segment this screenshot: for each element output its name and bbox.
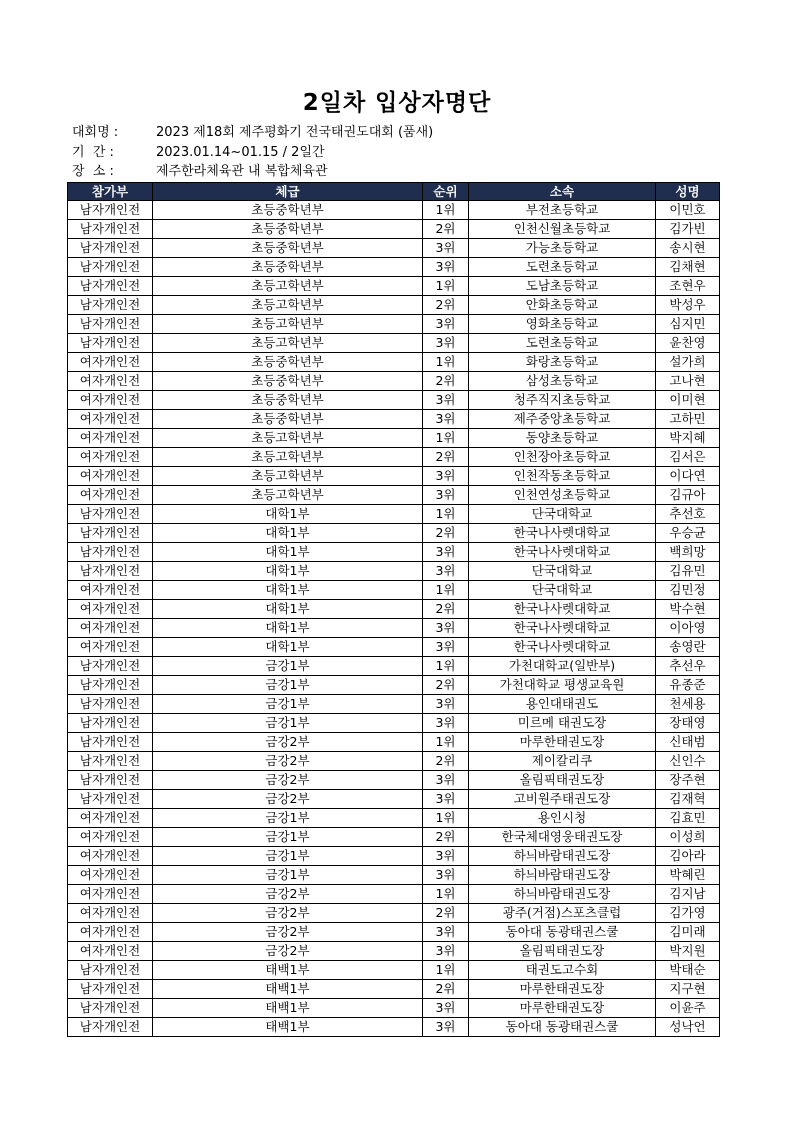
table-row — [68, 714, 720, 733]
cell-class: 초등고학년부 — [153, 448, 423, 467]
cell-affiliation: 가천대학교(일반부) — [469, 657, 656, 676]
cell-name: 조현우 — [656, 277, 720, 296]
cell-rank: 3위 — [423, 999, 469, 1018]
cell-division: 남자개인전 — [68, 562, 153, 581]
table-row — [68, 1018, 720, 1037]
cell-rank: 1위 — [423, 657, 469, 676]
cell-name: 박혜린 — [656, 866, 720, 885]
table-row — [68, 657, 720, 676]
cell-class: 금강1부 — [153, 828, 423, 847]
cell-name: 박성우 — [656, 296, 720, 315]
cell-division: 남자개인전 — [68, 505, 153, 524]
header-division: 참가부 — [68, 183, 153, 201]
cell-class: 초등중학년부 — [153, 372, 423, 391]
results-body — [68, 201, 720, 1037]
cell-name: 윤찬영 — [656, 334, 720, 353]
cell-division: 남자개인전 — [68, 201, 153, 220]
table-row — [68, 581, 720, 600]
cell-class: 초등고학년부 — [153, 486, 423, 505]
table-row — [68, 562, 720, 581]
table-row — [68, 353, 720, 372]
cell-rank: 2위 — [423, 524, 469, 543]
cell-class: 금강2부 — [153, 942, 423, 961]
cell-affiliation: 하늬바람태권도장 — [469, 866, 656, 885]
cell-class: 대학1부 — [153, 619, 423, 638]
cell-rank: 3위 — [423, 543, 469, 562]
cell-name: 김효민 — [656, 809, 720, 828]
cell-affiliation: 고비원주태권도장 — [469, 790, 656, 809]
cell-class: 금강1부 — [153, 809, 423, 828]
cell-affiliation: 용인대태권도 — [469, 695, 656, 714]
cell-affiliation: 하늬바람태권도장 — [469, 847, 656, 866]
cell-class: 대학1부 — [153, 600, 423, 619]
info-value: 2023.01.14~01.15 / 2일간 — [156, 145, 325, 160]
cell-name: 김채현 — [656, 258, 720, 277]
cell-division: 여자개인전 — [68, 809, 153, 828]
cell-rank: 1위 — [423, 885, 469, 904]
cell-affiliation: 청주직지초등학교 — [469, 391, 656, 410]
cell-division: 남자개인전 — [68, 315, 153, 334]
cell-class: 금강2부 — [153, 923, 423, 942]
cell-rank: 3위 — [423, 942, 469, 961]
cell-rank: 3위 — [423, 258, 469, 277]
header-affiliation: 소속 — [469, 183, 656, 201]
table-row — [68, 771, 720, 790]
cell-name: 김아라 — [656, 847, 720, 866]
cell-rank: 3위 — [423, 334, 469, 353]
table-row — [68, 220, 720, 239]
cell-affiliation: 한국나사렛대학교 — [469, 638, 656, 657]
cell-division: 남자개인전 — [68, 239, 153, 258]
cell-division: 여자개인전 — [68, 353, 153, 372]
cell-class: 초등고학년부 — [153, 315, 423, 334]
cell-rank: 3위 — [423, 239, 469, 258]
header-rank: 순위 — [423, 183, 469, 201]
cell-name: 장주현 — [656, 771, 720, 790]
cell-class: 초등중학년부 — [153, 201, 423, 220]
cell-affiliation: 광주(거점)스포츠클럽 — [469, 904, 656, 923]
info-value: 제주한라체육관 내 복합체육관 — [156, 164, 328, 179]
cell-affiliation: 가능초등학교 — [469, 239, 656, 258]
cell-rank: 3위 — [423, 790, 469, 809]
table-row — [68, 904, 720, 923]
info-period — [72, 144, 325, 162]
table-row — [68, 999, 720, 1018]
table-row — [68, 942, 720, 961]
cell-division: 남자개인전 — [68, 695, 153, 714]
cell-division: 남자개인전 — [68, 1018, 153, 1037]
cell-name: 추선우 — [656, 657, 720, 676]
cell-class: 금강1부 — [153, 714, 423, 733]
table-row — [68, 600, 720, 619]
cell-class: 초등고학년부 — [153, 467, 423, 486]
cell-division: 여자개인전 — [68, 486, 153, 505]
cell-division: 여자개인전 — [68, 372, 153, 391]
cell-rank: 1위 — [423, 429, 469, 448]
page-title: 2일차 입상자명단 — [302, 90, 492, 116]
cell-rank: 3위 — [423, 714, 469, 733]
cell-class: 금강1부 — [153, 695, 423, 714]
cell-name: 김규아 — [656, 486, 720, 505]
cell-name: 고나현 — [656, 372, 720, 391]
cell-affiliation: 도련초등학교 — [469, 334, 656, 353]
cell-class: 초등중학년부 — [153, 353, 423, 372]
cell-division: 남자개인전 — [68, 771, 153, 790]
table-row — [68, 505, 720, 524]
table-row — [68, 486, 720, 505]
cell-rank: 3위 — [423, 467, 469, 486]
cell-class: 태백1부 — [153, 1018, 423, 1037]
cell-rank: 2위 — [423, 828, 469, 847]
cell-division: 여자개인전 — [68, 847, 153, 866]
table-row — [68, 467, 720, 486]
cell-name: 이미현 — [656, 391, 720, 410]
table-row — [68, 448, 720, 467]
cell-rank: 3위 — [423, 410, 469, 429]
cell-name: 추선호 — [656, 505, 720, 524]
cell-division: 여자개인전 — [68, 904, 153, 923]
table-row — [68, 676, 720, 695]
cell-affiliation: 한국나사렛대학교 — [469, 543, 656, 562]
cell-division: 남자개인전 — [68, 334, 153, 353]
cell-rank: 3위 — [423, 391, 469, 410]
cell-name: 백희망 — [656, 543, 720, 562]
cell-name: 설가희 — [656, 353, 720, 372]
cell-rank: 2위 — [423, 220, 469, 239]
cell-division: 여자개인전 — [68, 467, 153, 486]
cell-division: 남자개인전 — [68, 752, 153, 771]
cell-division: 여자개인전 — [68, 942, 153, 961]
cell-class: 대학1부 — [153, 524, 423, 543]
cell-division: 여자개인전 — [68, 923, 153, 942]
cell-rank: 2위 — [423, 752, 469, 771]
cell-affiliation: 동아대 동광태권스쿨 — [469, 923, 656, 942]
cell-class: 초등중학년부 — [153, 239, 423, 258]
cell-affiliation: 마루한태권도장 — [469, 999, 656, 1018]
cell-division: 여자개인전 — [68, 448, 153, 467]
cell-division: 남자개인전 — [68, 220, 153, 239]
table-row — [68, 980, 720, 999]
cell-division: 여자개인전 — [68, 638, 153, 657]
cell-rank: 1위 — [423, 201, 469, 220]
cell-rank: 2위 — [423, 600, 469, 619]
cell-affiliation: 영화초등학교 — [469, 315, 656, 334]
cell-rank: 2위 — [423, 904, 469, 923]
cell-division: 남자개인전 — [68, 524, 153, 543]
table-row — [68, 296, 720, 315]
cell-affiliation: 도남초등학교 — [469, 277, 656, 296]
cell-name: 이성희 — [656, 828, 720, 847]
cell-name: 박지원 — [656, 942, 720, 961]
cell-rank: 1위 — [423, 961, 469, 980]
cell-rank: 2위 — [423, 676, 469, 695]
cell-affiliation: 미르메 태권도장 — [469, 714, 656, 733]
table-row — [68, 372, 720, 391]
cell-class: 대학1부 — [153, 543, 423, 562]
cell-affiliation: 부전초등학교 — [469, 201, 656, 220]
cell-name: 김서은 — [656, 448, 720, 467]
cell-class: 대학1부 — [153, 638, 423, 657]
cell-division: 남자개인전 — [68, 790, 153, 809]
cell-class: 금강1부 — [153, 866, 423, 885]
cell-affiliation: 인천장아초등학교 — [469, 448, 656, 467]
table-row — [68, 239, 720, 258]
cell-name: 박수현 — [656, 600, 720, 619]
cell-rank: 1위 — [423, 733, 469, 752]
cell-affiliation: 단국대학교 — [469, 505, 656, 524]
cell-division: 남자개인전 — [68, 733, 153, 752]
cell-rank: 3위 — [423, 619, 469, 638]
cell-name: 이민호 — [656, 201, 720, 220]
cell-class: 대학1부 — [153, 581, 423, 600]
table-row — [68, 429, 720, 448]
table-row — [68, 543, 720, 562]
cell-division: 여자개인전 — [68, 600, 153, 619]
cell-class: 초등중학년부 — [153, 410, 423, 429]
cell-affiliation: 동양초등학교 — [469, 429, 656, 448]
cell-name: 박지혜 — [656, 429, 720, 448]
cell-affiliation: 한국나사렛대학교 — [469, 524, 656, 543]
cell-rank: 3위 — [423, 847, 469, 866]
table-row — [68, 752, 720, 771]
table-row — [68, 619, 720, 638]
info-value: 2023 제18회 제주평화기 전국태권도대회 (품새) — [156, 125, 434, 140]
table-row — [68, 391, 720, 410]
cell-affiliation: 가천대학교 평생교육원 — [469, 676, 656, 695]
cell-class: 대학1부 — [153, 505, 423, 524]
cell-affiliation: 한국나사렛대학교 — [469, 619, 656, 638]
cell-rank: 3위 — [423, 315, 469, 334]
cell-rank: 3위 — [423, 486, 469, 505]
cell-name: 성낙언 — [656, 1018, 720, 1037]
table-row — [68, 885, 720, 904]
cell-affiliation: 동아대 동광태권스쿨 — [469, 1018, 656, 1037]
cell-division: 남자개인전 — [68, 543, 153, 562]
cell-class: 금강2부 — [153, 752, 423, 771]
cell-rank: 1위 — [423, 277, 469, 296]
cell-class: 태백1부 — [153, 980, 423, 999]
cell-class: 초등고학년부 — [153, 334, 423, 353]
table-row — [68, 790, 720, 809]
cell-name: 김가빈 — [656, 220, 720, 239]
cell-class: 초등고학년부 — [153, 429, 423, 448]
cell-name: 장태영 — [656, 714, 720, 733]
cell-affiliation: 마루한태권도장 — [469, 733, 656, 752]
cell-name: 천세용 — [656, 695, 720, 714]
cell-class: 대학1부 — [153, 562, 423, 581]
cell-affiliation: 인천신월초등학교 — [469, 220, 656, 239]
cell-class: 태백1부 — [153, 961, 423, 980]
cell-rank: 3위 — [423, 562, 469, 581]
table-row — [68, 847, 720, 866]
info-label: 기 간 : — [72, 145, 114, 160]
cell-class: 금강2부 — [153, 885, 423, 904]
cell-affiliation: 마루한태권도장 — [469, 980, 656, 999]
cell-class: 태백1부 — [153, 999, 423, 1018]
table-row — [68, 809, 720, 828]
cell-class: 초등고학년부 — [153, 296, 423, 315]
table-row — [68, 923, 720, 942]
cell-class: 초등고학년부 — [153, 277, 423, 296]
cell-division: 여자개인전 — [68, 866, 153, 885]
cell-rank: 3위 — [423, 866, 469, 885]
cell-class: 금강1부 — [153, 676, 423, 695]
cell-name: 김미래 — [656, 923, 720, 942]
table-row — [68, 524, 720, 543]
cell-name: 이윤주 — [656, 999, 720, 1018]
cell-affiliation: 도련초등학교 — [469, 258, 656, 277]
table-row — [68, 695, 720, 714]
info-label: 대회명 : — [72, 125, 119, 140]
info-venue — [72, 163, 328, 181]
cell-affiliation: 한국체대영웅태권도장 — [469, 828, 656, 847]
cell-name: 우승균 — [656, 524, 720, 543]
cell-rank: 1위 — [423, 505, 469, 524]
cell-class: 금강1부 — [153, 847, 423, 866]
cell-affiliation: 하늬바람태권도장 — [469, 885, 656, 904]
cell-name: 이다연 — [656, 467, 720, 486]
cell-name: 송시현 — [656, 239, 720, 258]
cell-division: 남자개인전 — [68, 277, 153, 296]
cell-affiliation: 인천연성초등학교 — [469, 486, 656, 505]
cell-rank: 2위 — [423, 980, 469, 999]
cell-affiliation: 삼성초등학교 — [469, 372, 656, 391]
header-name: 성명 — [656, 183, 720, 201]
cell-affiliation: 올림픽태권도장 — [469, 942, 656, 961]
cell-affiliation: 단국대학교 — [469, 581, 656, 600]
cell-affiliation: 태권도고수회 — [469, 961, 656, 980]
cell-affiliation: 인천작동초등학교 — [469, 467, 656, 486]
cell-division: 여자개인전 — [68, 581, 153, 600]
cell-rank: 3위 — [423, 638, 469, 657]
cell-rank: 3위 — [423, 771, 469, 790]
cell-name: 신인수 — [656, 752, 720, 771]
cell-name: 김민정 — [656, 581, 720, 600]
cell-rank: 2위 — [423, 372, 469, 391]
cell-affiliation: 안화초등학교 — [469, 296, 656, 315]
table-row — [68, 334, 720, 353]
cell-affiliation: 화랑초등학교 — [469, 353, 656, 372]
table-row — [68, 258, 720, 277]
cell-division: 남자개인전 — [68, 657, 153, 676]
table-row — [68, 201, 720, 220]
table-row — [68, 828, 720, 847]
cell-class: 초등중학년부 — [153, 391, 423, 410]
cell-class: 금강2부 — [153, 790, 423, 809]
cell-affiliation: 용인시청 — [469, 809, 656, 828]
table-row — [68, 315, 720, 334]
table-row — [68, 410, 720, 429]
cell-class: 금강2부 — [153, 904, 423, 923]
cell-name: 박태순 — [656, 961, 720, 980]
table-row — [68, 277, 720, 296]
cell-affiliation: 올림픽태권도장 — [469, 771, 656, 790]
cell-name: 심지민 — [656, 315, 720, 334]
table-row — [68, 961, 720, 980]
cell-affiliation: 한국나사렛대학교 — [469, 600, 656, 619]
cell-division: 남자개인전 — [68, 296, 153, 315]
cell-name: 김지남 — [656, 885, 720, 904]
table-row — [68, 638, 720, 657]
cell-division: 여자개인전 — [68, 885, 153, 904]
cell-affiliation: 제주중앙초등학교 — [469, 410, 656, 429]
info-competition — [72, 124, 433, 142]
cell-division: 남자개인전 — [68, 980, 153, 999]
table-row — [68, 733, 720, 752]
cell-division: 남자개인전 — [68, 714, 153, 733]
cell-name: 고하민 — [656, 410, 720, 429]
cell-rank: 3위 — [423, 923, 469, 942]
cell-division: 여자개인전 — [68, 391, 153, 410]
results-table — [67, 182, 720, 1037]
cell-class: 초등중학년부 — [153, 258, 423, 277]
cell-rank: 1위 — [423, 809, 469, 828]
cell-name: 이아영 — [656, 619, 720, 638]
cell-division: 여자개인전 — [68, 410, 153, 429]
cell-rank: 3위 — [423, 1018, 469, 1037]
cell-division: 여자개인전 — [68, 619, 153, 638]
cell-name: 김유민 — [656, 562, 720, 581]
table-row — [68, 866, 720, 885]
header-class: 체급 — [153, 183, 423, 201]
cell-rank: 3위 — [423, 695, 469, 714]
cell-division: 여자개인전 — [68, 429, 153, 448]
cell-name: 지구현 — [656, 980, 720, 999]
cell-division: 여자개인전 — [68, 828, 153, 847]
cell-division: 남자개인전 — [68, 999, 153, 1018]
cell-class: 금강2부 — [153, 733, 423, 752]
cell-division: 남자개인전 — [68, 961, 153, 980]
cell-affiliation: 제이칼리쿠 — [469, 752, 656, 771]
cell-name: 유종준 — [656, 676, 720, 695]
cell-class: 금강2부 — [153, 771, 423, 790]
cell-name: 김가영 — [656, 904, 720, 923]
cell-affiliation: 단국대학교 — [469, 562, 656, 581]
cell-division: 남자개인전 — [68, 676, 153, 695]
cell-rank: 2위 — [423, 296, 469, 315]
info-label: 장 소 : — [72, 164, 114, 179]
cell-name: 신태범 — [656, 733, 720, 752]
cell-name: 송영란 — [656, 638, 720, 657]
cell-division: 남자개인전 — [68, 258, 153, 277]
cell-rank: 1위 — [423, 353, 469, 372]
cell-rank: 1위 — [423, 581, 469, 600]
cell-name: 김재혁 — [656, 790, 720, 809]
cell-class: 금강1부 — [153, 657, 423, 676]
cell-rank: 2위 — [423, 448, 469, 467]
cell-class: 초등중학년부 — [153, 220, 423, 239]
header-row — [68, 183, 720, 201]
